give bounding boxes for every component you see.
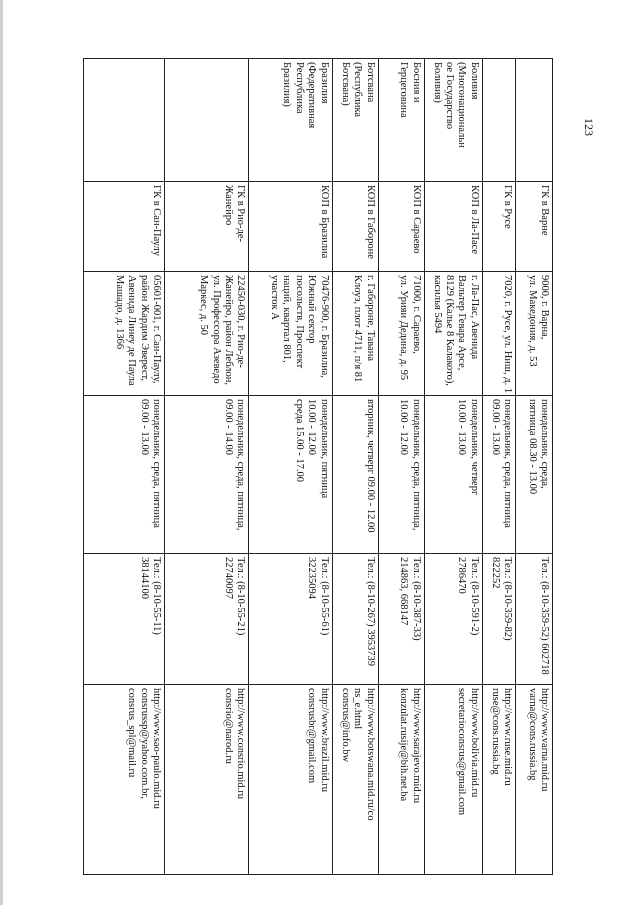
address-cell [378,272,424,396]
hours-line: понедельник, четверг [468,399,480,496]
web-contacts-cell [249,685,332,875]
office-cell [84,182,165,272]
address-line: Авенида Линеу де Паула [126,275,138,386]
address-line: 05601-001, г. Сан-Паулу, [151,275,163,384]
address-cell [165,272,249,396]
web-contacts-cell [84,685,165,875]
consular-offices-table [83,58,553,875]
web-contacts-cell [482,685,515,875]
phone-line: 22740097 [223,557,235,599]
phone-line: 2786470 [456,557,468,594]
phone-cell [165,554,249,685]
table-row [424,59,482,875]
table-body [84,59,553,875]
country-line: Босния и [410,62,422,103]
hours-line: 10.00 - 12.00 [398,399,410,455]
hours-line: пятница 08.30 - 13.00 [526,399,538,495]
office-line: КОП в Габороне [364,185,376,259]
hours-line: 10.00 - 12.00 [306,399,318,455]
address-line: ул. Урияи Дедина, д. 95 [398,275,410,381]
phone-line: 822252 [489,557,501,589]
hours-line: понедельник, среда, пятница, [235,399,247,531]
address-cell [515,272,552,396]
address-line: Маркес, д. 50 [198,275,210,336]
office-cell [332,182,378,272]
address-cell [84,272,165,396]
address-line: наций, квартал 801, [281,275,293,363]
office-cell [378,182,424,272]
phone-cell [482,554,515,685]
address-cell [249,272,332,396]
address-line: район Жардим Эверест, [138,275,150,381]
country-cell [84,59,165,182]
country-cell [482,59,515,182]
country-cell [378,59,424,182]
address-line: посольств, Проспект [293,275,305,369]
address-line: 70476-900, г. Бразилиа, [318,275,330,378]
office-line: КОП в Сараево [410,185,422,254]
web-contacts-line: consrus@info.bw [339,688,351,763]
web-contacts-line: varna@cons.russia.bg [526,688,538,781]
address-line: Клоуз, плот 4711, п/я 81 [352,275,364,383]
table-row [165,59,249,875]
hours-line: 09.00 - 13.00 [138,399,150,455]
phone-cell [249,554,332,685]
hours-cell [482,396,515,554]
country-line: Герцеговина [398,62,410,118]
country-line: Ботсвана) [339,62,351,106]
phone-cell [424,554,482,685]
office-cell [515,182,552,272]
address-line: касилья 5494 [431,275,443,334]
web-contacts-line: http://www.ruse.mid.ru [501,688,513,786]
address-line: 71000, г. Сараево, [410,275,422,354]
hours-line: 09.00 - 13.00 [489,399,501,455]
web-contacts-cell [378,685,424,875]
phone-cell [515,554,552,685]
hours-cell [515,396,552,554]
country-cell [424,59,482,182]
address-line: Вальтер Гевара Арсе, [456,275,468,371]
country-line: (Федеративная [306,62,318,129]
address-line: ул. Македония, д. 53 [526,275,538,367]
country-line: Республика [293,62,305,114]
hours-cell [249,396,332,554]
web-contacts-line: ns_e.html [352,688,364,730]
web-contacts-line: consrio@narod.ru [223,688,235,764]
rotated-table-wrapper [83,58,553,874]
hours-line: 10.00 - 13.00 [456,399,468,455]
address-cell [332,272,378,396]
country-line: Бразилия [318,62,330,104]
web-contacts-line: http://www.sao-paulo.mid.ru [151,688,163,809]
address-line: 7020, г. Русе, ул. Ниш, д. 1 [501,275,513,394]
hours-cell [165,396,249,554]
address-line: г. Габороне, Тавана [364,275,376,362]
country-cell [332,59,378,182]
table-row [249,59,332,875]
hours-line: понедельник, среда, пятница, [410,399,422,531]
address-cell [424,272,482,396]
table-row [482,59,515,875]
page-edge [0,0,3,905]
office-line: КОП в Ла-Пасе [468,185,480,255]
web-contacts-line: http://www.varna.mid.ru [539,688,550,792]
phone-cell [84,554,165,685]
phone-line: Тел.: (8-10-591-2) [468,557,480,636]
phone-line: Тел.: (8-10-55-21) [235,557,247,636]
hours-cell [378,396,424,554]
web-contacts-line: http://www.brazil.mid.ru [318,688,330,793]
country-line: Боливия) [431,62,443,103]
table-row [84,59,165,875]
country-line: ое Государство [444,62,456,130]
web-contacts-line: consrus_spl@mail.ru [126,688,138,778]
phone-line: Тел.: (8-10-55-11) [151,557,163,635]
hours-cell [332,396,378,554]
table-row [515,59,552,875]
web-contacts-line: http://www.sarajevo.mid.ru [410,688,422,804]
phone-cell [378,554,424,685]
office-line: ГК в Рио-де- [235,185,247,242]
office-cell [482,182,515,272]
phone-cell [332,554,378,685]
address-line: Южный сектор [306,275,318,344]
office-cell [165,182,249,272]
hours-line: понедельник, среда, [539,399,550,489]
table-row [332,59,378,875]
country-cell [249,59,332,182]
country-cell [515,59,552,182]
hours-cell [424,396,482,554]
phone-line: Тел.: (8-10-359-82) [501,557,513,641]
hours-line: понедельник, среда, пятница [501,399,513,528]
web-contacts-line: ruse@cons.russia.bg [489,688,501,775]
address-line: Жанейро, район Леблон, [223,275,235,386]
web-contacts-line: http://www.consrio.mid.ru [235,688,247,800]
hours-line: среда 15.00 - 17.00 [293,399,305,483]
country-cell [165,59,249,182]
country-line: Бразилия) [281,62,293,107]
phone-line: 32235094 [306,557,318,599]
phone-line: Тел.: (8-10-387-33) [410,557,422,641]
address-line: ул. Профессора Азеведо [210,275,222,384]
page-number: 123 [582,118,596,136]
address-cell [482,272,515,396]
web-contacts-cell [332,685,378,875]
web-contacts-line: secretarioconsrus@gmail.com [456,688,468,816]
office-line: ГК в Сан-Паулу [151,185,163,257]
phone-line: Тел.: (8-10-55-61) [318,557,330,636]
country-line: (Многонациональн [456,62,468,148]
hours-line: понедельник, среда, пятница [151,399,163,528]
phone-line: 214863, 668147 [398,557,410,626]
hours-line: вторник, четверг 09.00 - 12.00 [364,399,376,533]
office-line: КОП в Бразилиа [318,185,330,259]
hours-line: понедельник, пятница [318,399,330,499]
web-contacts-line: consrusbr@gmail.com [306,688,318,784]
web-contacts-cell [515,685,552,875]
hours-line: 09.00 - 14.00 [223,399,235,455]
office-line: ГК в Русе [501,185,513,229]
web-contacts-line: konzulat.rusije@bih.net.ba [398,688,410,802]
country-line: (Республика [352,62,364,118]
phone-line: Тел.: (8-10-359-52) 602718 [539,557,550,675]
web-contacts-line: consrussp@yahoo.com.br, [138,688,150,800]
address-line: 9000, г. Варна, [539,275,550,340]
address-line: 8129 (Калье 8 Калакото), [444,275,456,386]
hours-cell [84,396,165,554]
office-line: Жанейро [223,185,235,226]
office-cell [424,182,482,272]
office-cell [249,182,332,272]
web-contacts-cell [424,685,482,875]
address-line: Машадо, д. 1366 [114,275,126,350]
address-line: г. Ла-Пас, Авенида [468,275,480,360]
country-line: Ботсвана [364,62,376,103]
web-contacts-cell [165,685,249,875]
phone-line: 38144100 [138,557,150,599]
office-line: ГК в Варне [539,185,550,236]
phone-line: Тел.: (8-10-267) 3953739 [364,557,376,666]
table-row [378,59,424,875]
web-contacts-line: http://www.bolivia.mid.ru [468,688,480,798]
address-line: участок А [269,275,281,320]
country-line: Боливия [468,62,480,100]
web-contacts-line: http://www.botswana.mid.ru/co [364,688,376,821]
address-line: 22450-030, г. Рио-де- [235,275,247,368]
